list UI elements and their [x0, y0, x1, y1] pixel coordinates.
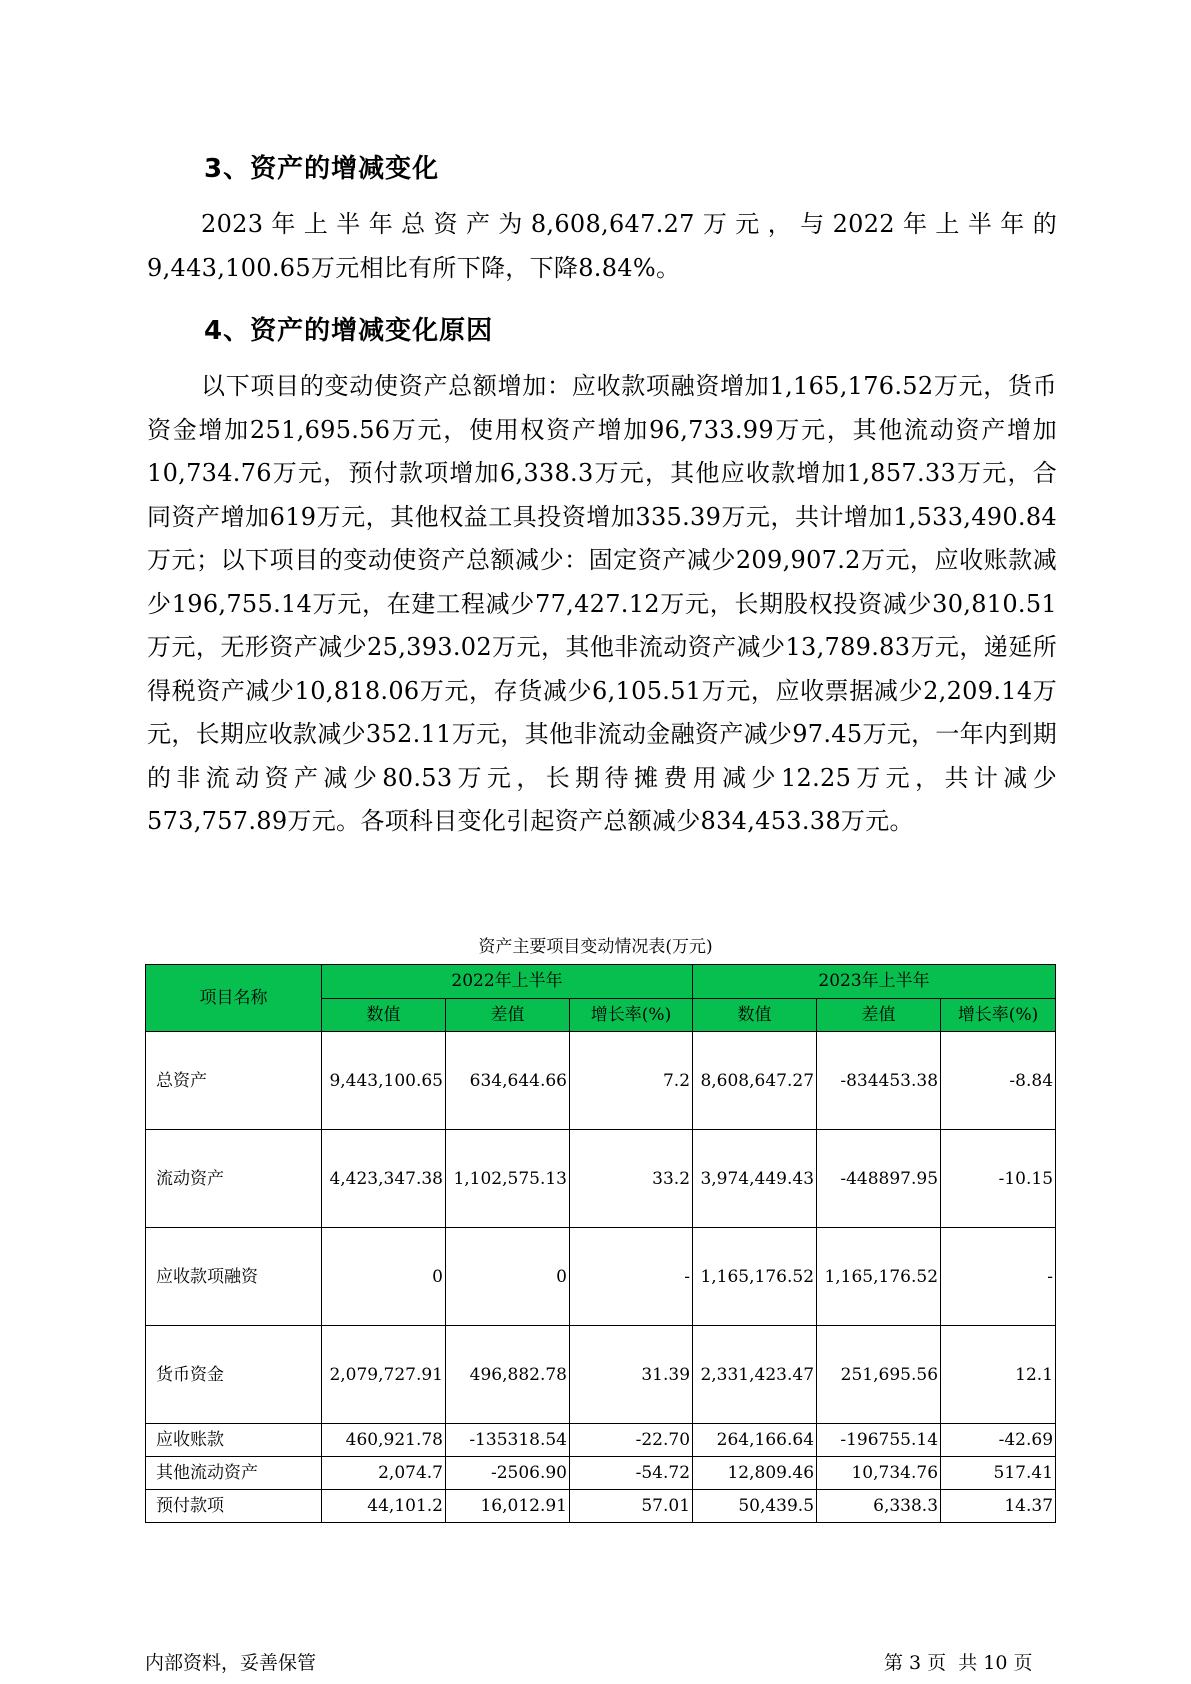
cell-value-2023: 8,608,647.27: [693, 1032, 817, 1130]
cell-diff-2023: -448897.95: [817, 1130, 941, 1228]
cell-diff-2023: 251,695.56: [817, 1326, 941, 1424]
column-header-diff-2022: 差值: [446, 998, 570, 1032]
row-label: 总资产: [146, 1032, 322, 1130]
footer-page-number: 第 3 页 共 10 页: [884, 1652, 1033, 1674]
cell-value-2022: 44,101.2: [322, 1490, 446, 1523]
cell-growth-2022: -22.70: [570, 1424, 693, 1457]
cell-growth-2023: -: [941, 1228, 1056, 1326]
column-header-value-2022: 数值: [322, 998, 446, 1032]
cell-diff-2023: 1,165,176.52: [817, 1228, 941, 1326]
paragraph-asset-change-reasons: 以下项目的变动使资产总额增加：应收款项融资增加1,165,176.52万元，货币资金增加251,695.56万元，使用权资产增加96,733.99万元，其他流动资产增加10,734.76万元，预付款项增加6,338.3万元，其他应收款增加1,857.33万元，合同资产增加619万元，其他权益工具投资增加335.39万元，共计增加1,533,490.84万元；以下项目的变动使资产总额减少：固定资产减少209,907.2万元，应收账款减少196,755.14万元，在建工程减少77,427.12万元，长期股权投资减少30,810.51万元，无形资产减少25,393.02万元，其他非流动资产减少13,789.83万元，递延所得税资产减少10,818.06万元，存货减少6,105.51万元，应收票据减少2,209.14万元，长期应收款减少352.11万元，其他非流动金融资产减少97.45万元，一年内到期的非流动资产减少80.53万元，长期待摊费用减少12.25万元，共计减少573,757.89万元。各项科目变化引起资产总额减少834,453.38万元。: [147, 372, 1057, 835]
column-header-2022: 2022年上半年: [322, 965, 693, 999]
column-header-item-name: 项目名称: [146, 965, 322, 1032]
cell-growth-2023: 12.1: [941, 1326, 1056, 1424]
cell-value-2022: 2,079,727.91: [322, 1326, 446, 1424]
cell-value-2023: 12,809.46: [693, 1457, 817, 1490]
table-header-row-1: [146, 965, 1056, 999]
cell-growth-2023: 14.37: [941, 1490, 1056, 1523]
cell-value-2022: 0: [322, 1228, 446, 1326]
cell-growth-2023: 517.41: [941, 1457, 1056, 1490]
cell-diff-2022: -2506.90: [446, 1457, 570, 1490]
cell-value-2023: 264,166.64: [693, 1424, 817, 1457]
cell-growth-2022: 31.39: [570, 1326, 693, 1424]
table-row: [146, 1490, 1056, 1523]
column-header-growth-2023: 增长率(%): [941, 998, 1056, 1032]
row-label: 应收款项融资: [146, 1228, 322, 1326]
cell-diff-2022: 16,012.91: [446, 1490, 570, 1523]
table-row: [146, 1457, 1056, 1490]
cell-value-2022: 9,443,100.65: [322, 1032, 446, 1130]
row-label: 货币资金: [146, 1326, 322, 1424]
cell-growth-2022: -: [570, 1228, 693, 1326]
cell-diff-2022: 0: [446, 1228, 570, 1326]
cell-growth-2022: 7.2: [570, 1032, 693, 1130]
cell-diff-2022: 634,644.66: [446, 1032, 570, 1130]
table-caption: 资产主要项目变动情况表(万元): [478, 937, 713, 957]
cell-diff-2023: 10,734.76: [817, 1457, 941, 1490]
cell-value-2023: 1,165,176.52: [693, 1228, 817, 1326]
asset-change-table: [145, 964, 1056, 1523]
footer-confidential-note: 内部资料，妥善保管: [145, 1652, 317, 1674]
cell-diff-2022: -135318.54: [446, 1424, 570, 1457]
cell-growth-2022: -54.72: [570, 1457, 693, 1490]
cell-growth-2023: -10.15: [941, 1130, 1056, 1228]
cell-value-2022: 4,423,347.38: [322, 1130, 446, 1228]
cell-diff-2022: 496,882.78: [446, 1326, 570, 1424]
table-row: [146, 1130, 1056, 1228]
row-label: 应收账款: [146, 1424, 322, 1457]
cell-growth-2023: -42.69: [941, 1424, 1056, 1457]
column-header-diff-2023: 差值: [817, 998, 941, 1032]
table-row: [146, 1424, 1056, 1457]
cell-value-2023: 50,439.5: [693, 1490, 817, 1523]
cell-value-2022: 2,074.7: [322, 1457, 446, 1490]
row-label: 预付款项: [146, 1490, 322, 1523]
row-label: 流动资产: [146, 1130, 322, 1228]
cell-value-2023: 3,974,449.43: [693, 1130, 817, 1228]
cell-growth-2022: 57.01: [570, 1490, 693, 1523]
table-row: [146, 1228, 1056, 1326]
cell-value-2023: 2,331,423.47: [693, 1326, 817, 1424]
table-row: [146, 1032, 1056, 1130]
column-header-2023: 2023年上半年: [693, 965, 1056, 999]
section-heading-4: 4、资产的增减变化原因: [204, 316, 494, 346]
table-row: [146, 1326, 1056, 1424]
column-header-growth-2022: 增长率(%): [570, 998, 693, 1032]
cell-diff-2023: -196755.14: [817, 1424, 941, 1457]
cell-diff-2023: 6,338.3: [817, 1490, 941, 1523]
cell-diff-2023: -834453.38: [817, 1032, 941, 1130]
cell-diff-2022: 1,102,575.13: [446, 1130, 570, 1228]
section-heading-3: 3、资产的增减变化: [204, 154, 440, 184]
cell-growth-2022: 33.2: [570, 1130, 693, 1228]
column-header-value-2023: 数值: [693, 998, 817, 1032]
cell-growth-2023: -8.84: [941, 1032, 1056, 1130]
cell-value-2022: 460,921.78: [322, 1424, 446, 1457]
paragraph-asset-change: 2023年上半年总资产为8,608,647.27万元，与2022年上半年的9,443,100.65万元相比有所下降，下降8.84%。: [147, 210, 1057, 282]
row-label: 其他流动资产: [146, 1457, 322, 1490]
